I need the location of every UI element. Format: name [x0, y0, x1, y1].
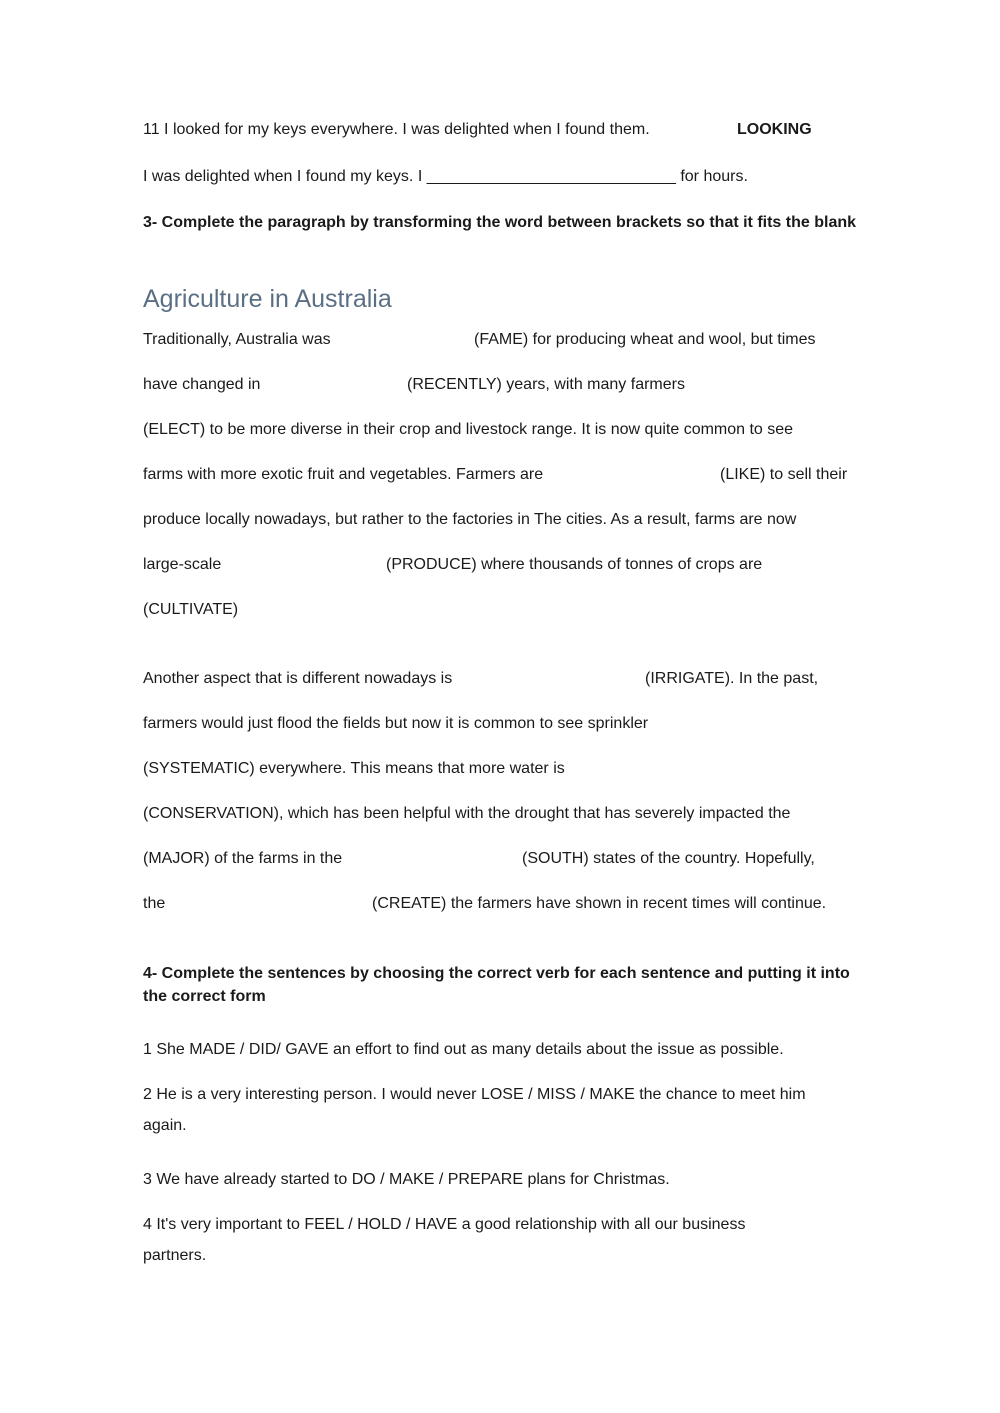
paragraph-2-line-2 [143, 714, 648, 734]
paragraph-1-line-3 [143, 420, 793, 440]
item-11-rewrite [143, 167, 748, 187]
item-11-blank[interactable]: ____________________________ [426, 168, 676, 185]
exercise-4-instruction: 4- Complete the sentences by choosing the correct verb for each sentence and putting it into the correct form [143, 965, 850, 1005]
paragraph-1-line-7 [143, 600, 238, 620]
text-segment: (PRODUCE) where thousands of tonnes of crops are [386, 556, 763, 573]
paragraph-1-line-5 [143, 510, 796, 530]
paragraph-2-line-3 [143, 759, 565, 779]
ex4-item-4: 4 It's very important to FEEL / HOLD / HAVE a good relationship with all our business partners. [143, 1216, 746, 1264]
text-segment: (FAME) for producing wheat and wool, but times [474, 331, 816, 348]
ex4-item-3: 3 We have already started to DO / MAKE / PREPARE plans for Christmas. [143, 1171, 670, 1188]
text-segment: have changed in [143, 376, 261, 393]
text-segment: (SOUTH) states of the country. Hopefully, [522, 850, 815, 867]
text-segment: produce locally nowadays, but rather to the factories in The cities. As a result, farms are now [143, 511, 797, 528]
text-segment: (RECENTLY) years, with many farmers [407, 376, 685, 393]
text-segment: (LIKE) to sell their [720, 466, 848, 483]
text-segment: (IRRIGATE). In the past, [645, 670, 819, 687]
item-11-prefix: I was delighted when I found my keys. I [143, 168, 423, 185]
passage-title: Agriculture in Australia [143, 285, 392, 313]
text-segment: farmers would just flood the fields but now it is common to see sprinkler [143, 715, 649, 732]
text-segment: farms with more exotic fruit and vegetables. Farmers are [143, 466, 544, 483]
ex4-item-2: 2 He is a very interesting person. I would never LOSE / MISS / MAKE the chance to meet him again. [143, 1086, 806, 1134]
text-segment: large-scale [143, 556, 222, 573]
item-11-keyword: LOOKING [737, 121, 812, 138]
text-segment: (MAJOR) of the farms in the [143, 850, 343, 867]
paragraph-2-line-4 [143, 804, 790, 824]
text-segment: the [143, 895, 166, 912]
item-11-original-sentence: 11 I looked for my keys everywhere. I was delighted when I found them. [143, 121, 650, 138]
item-11-suffix: for hours. [680, 168, 748, 185]
text-segment: Traditionally, Australia was [143, 331, 331, 348]
text-segment: (CONSERVATION), which has been helpful with the drought that has severely impacted the [143, 805, 791, 822]
text-segment: (CREATE) the farmers have shown in recent times will continue. [372, 895, 827, 912]
text-segment: Another aspect that is different nowadays is [143, 670, 453, 687]
text-segment: (ELECT) to be more diverse in their crop and livestock range. It is now quite common to see [143, 421, 794, 438]
text-segment: (SYSTEMATIC) everywhere. This means that more water is [143, 760, 565, 777]
text-segment: (CULTIVATE) [143, 601, 239, 618]
exercise-3-instruction: 3- Complete the paragraph by transforming the word between brackets so that it fits the blank [143, 214, 857, 231]
ex4-item-1: 1 She MADE / DID/ GAVE an effort to find out as many details about the issue as possible. [143, 1041, 784, 1058]
